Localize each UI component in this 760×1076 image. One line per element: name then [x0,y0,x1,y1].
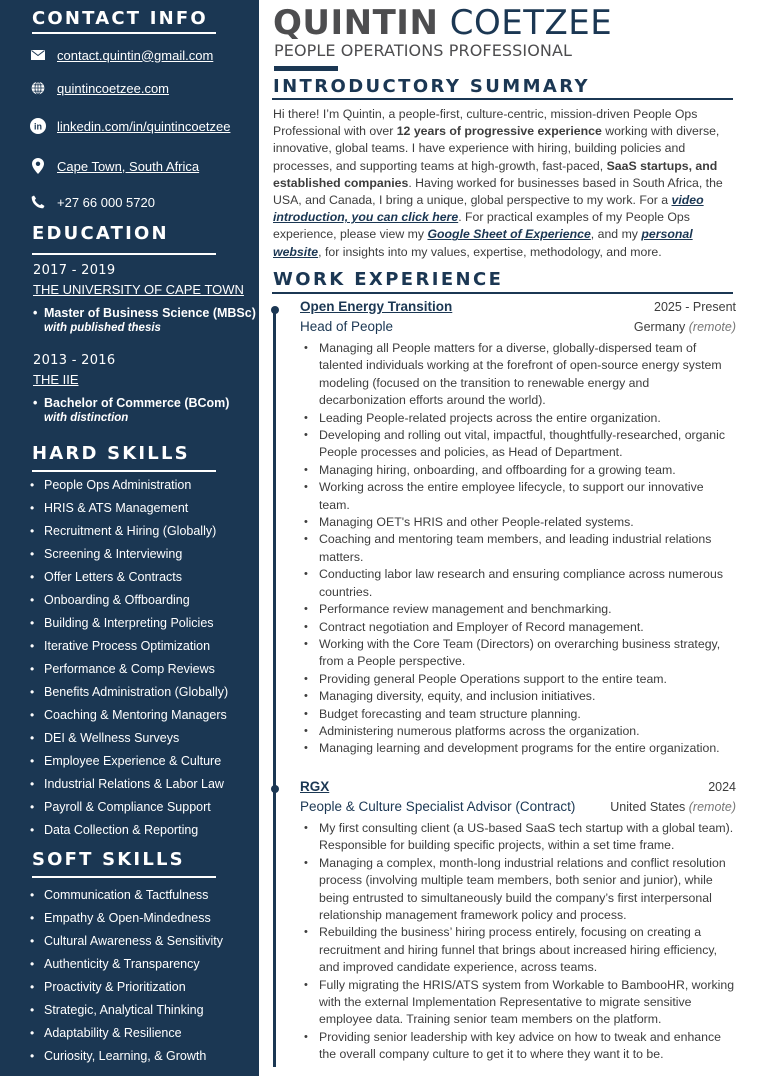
soft-skill-item: • Cultural Awareness & Sensitivity [30,934,223,957]
job-bullet: • Working across the entire employee lifecycle, to support our innovative team. [300,479,736,514]
work-experience-heading: WORK EXPERIENCE [273,269,504,290]
job-bullet: • Administering numerous platforms across the organization. [300,723,736,740]
contact-email[interactable] [30,45,213,65]
hard-skills-list [30,478,228,846]
job-dates: 2025 - Present [654,300,736,314]
candidate-name [273,4,612,42]
soft-skill-item: • Authenticity & Transparency [30,957,223,980]
hard-skill-item: • Building & Interpreting Policies [30,616,228,639]
linkedin-link[interactable]: linkedin.com/in/quintincoetzee [57,118,231,134]
summary-heading: INTRODUCTORY SUMMARY [273,76,590,97]
degree-name: • Bachelor of Commerce (BCom) [33,396,229,410]
phone-number[interactable]: +27 66 000 5720 [57,194,155,210]
personal-website-link[interactable]: personal website [273,227,693,259]
hard-skill-item: • Onboarding & Offboarding [30,593,228,616]
soft-skills-list [30,888,223,1072]
hard-skill-item: • Payroll & Compliance Support [30,800,228,823]
summary-segment: , for insights into my values, expertise, methodology, and more. [318,244,662,259]
job-title: PEOPLE OPERATIONS PROFESSIONAL [274,41,573,60]
summary-segment: working with diverse, innovative, global teams. I have experience with hiring, building policies and processes, and supporting teams at high-growth, fast-paced, [273,124,720,173]
job-bullet: • Managing diversity, equity, and inclusion initiatives. [300,688,736,705]
timeline-dot [271,306,279,314]
phone-icon [30,194,46,210]
summary-bold: SaaS startups, and established companies [273,158,718,190]
first-name: QUINTIN [273,3,439,43]
contact-website[interactable] [30,78,169,98]
last-name: COETZEE [449,3,613,43]
contact-info-heading: CONTACT INFO [32,8,208,29]
hard-skill-item: • Benefits Administration (Globally) [30,685,228,708]
company-name[interactable]: Open Energy Transition [300,299,453,314]
svg-text:in: in [34,121,42,132]
job-bullet: • Leading People-related projects across the entire organization. [300,410,736,427]
contact-linkedin[interactable] [30,116,230,136]
hard-skill-item: • Coaching & Mentoring Managers [30,708,228,731]
job-location-remote: (remote) [688,800,736,814]
hard-skill-item: • Performance & Comp Reviews [30,662,228,685]
hard-skill-item: • Recruitment & Hiring (Globally) [30,524,228,547]
summary-segment: , and my [590,227,642,242]
education-school[interactable]: THE IIE [33,372,79,387]
hard-skill-item: • Screening & Interviewing [30,547,228,570]
soft-skill-item: • Communication & Tactfulness [30,888,223,911]
hard-skills-rule [32,470,216,472]
hard-skill-item: • HRIS & ATS Management [30,501,228,524]
job-bullet: • Contract negotiation and Employer of Record management. [300,619,736,636]
job-bullet: • My first consulting client (a US-based SaaS tech startup with a global team). Responsible for building specific projects, within a set time frame. [300,820,736,855]
education-degree [33,306,256,334]
soft-skill-item: • Strategic, Analytical Thinking [30,1003,223,1026]
soft-skills-heading: SOFT SKILLS [32,849,185,870]
job-bullet: • Managing hiring, onboarding, and offboarding for a growing team. [300,462,736,479]
hard-skill-item: • People Ops Administration [30,478,228,501]
job-dates: 2024 [708,780,736,794]
job-bullet: • Budget forecasting and team structure planning. [300,706,736,723]
mail-icon [30,47,46,63]
education-years: 2013 - 2016 [33,353,116,368]
contact-info-rule [32,32,216,34]
timeline-line [273,310,276,1067]
education-degree [33,396,229,424]
timeline-dot [271,785,279,793]
job-role: Head of People [300,319,394,334]
job-bullet: • Coaching and mentoring team members, and leading industrial relations matters. [300,531,736,566]
company-name[interactable]: RGX [300,779,330,794]
hard-skill-item: • DEI & Wellness Surveys [30,731,228,754]
job-location-country: Germany [633,320,686,334]
globe-icon [30,80,46,96]
job-entry [300,299,736,758]
contact-phone[interactable] [30,192,155,212]
summary-text [273,106,739,261]
education-heading: EDUCATION [32,223,169,244]
job-bullet: • Providing senior leadership with key advice on how to tweak and enhance the overall company culture to get it to where they want it to be. [300,1029,736,1064]
degree-note: with published thesis [44,322,161,334]
soft-skill-item: • Empathy & Open-Mindedness [30,911,223,934]
education-school[interactable]: THE UNIVERSITY OF CAPE TOWN [33,282,244,297]
hard-skill-item: • Offer Letters & Contracts [30,570,228,593]
job-bullet: • Providing general People Operations support to the entire team. [300,671,736,688]
job-bullet: • Developing and rolling out vital, impactful, thoughtfully-researched, organic People processes and policies, as Head of Department. [300,427,736,462]
linkedin-icon [30,118,46,134]
job-bullet: • Rebuilding the business’ hiring process entirely, focusing on creating a recruitment and hiring funnel that brings about increased hiring efficiency, and improved candidate experience, across teams. [300,924,736,976]
location-pin-icon [30,158,46,174]
hard-skill-item: • Employee Experience & Culture [30,754,228,777]
job-bullet: • Performance review management and benchmarking. [300,601,736,618]
sidebar [0,0,259,1076]
summary-segment: . Having worked for businesses based in South Africa, the USA, and Canada, I bring a unique, global perspective to my work. For a [273,175,723,208]
hard-skill-item: • Industrial Relations & Labor Law [30,777,228,800]
hard-skill-item: • Data Collection & Reporting [30,823,228,846]
job-location [610,800,736,814]
education-years: 2017 - 2019 [33,263,116,278]
education-rule [32,253,216,255]
job-bullet: • Managing OET's HRIS and other People-related systems. [300,514,736,531]
job-bullet: • Working with the Core Team (Directors) on overarching business strategy, from a People perspective. [300,636,736,671]
job-bullets [300,340,736,758]
job-bullet: • Managing a complex, month-long industrial relations and conflict resolution process (involving multiple team members, both senior and junior), while being entrusted to simultaneously build the company’s first interpersonal relationship management framework policy and process. [300,855,736,925]
video-introduction-link[interactable]: video introduction, you can click here [273,193,704,225]
work-experience-rule [272,292,733,294]
degree-note: with distinction [44,412,129,424]
job-bullet: • Fully migrating the HRIS/ATS system from Workable to BambooHR, working with the external Implementation Representative to migrate sensitive employee data. Training senior team members on the platform. [300,977,736,1029]
job-location-remote: (remote) [688,320,736,334]
soft-skills-rule [32,876,216,878]
soft-skill-item: • Proactivity & Prioritization [30,980,223,1003]
summary-segment: . For practical examples of my People Ops experience, please view my [273,210,690,242]
soft-skill-item: • Adaptability & Resilience [30,1026,223,1049]
job-location-country: United States [610,800,686,814]
website-link[interactable]: quintincoetzee.com [57,80,170,96]
degree-name: • Master of Business Science (MBSc) [33,306,256,320]
summary-rule [272,98,733,100]
job-location [634,320,736,334]
hard-skills-heading: HARD SKILLS [32,443,190,464]
hard-skill-item: • Iterative Process Optimization [30,639,228,662]
summary-bold: 12 years of progressive experience [396,124,602,139]
email-link[interactable]: contact.quintin@gmail.com [57,47,214,63]
job-role: People & Culture Specialist Advisor (Contract) [300,799,576,814]
summary-segment: Hi there! I’m Quintin, a people-first, culture-centric, mission-driven People Ops Professional with over [273,107,698,139]
location-link[interactable]: Cape Town, South Africa [57,158,200,174]
job-bullet: • Conducting labor law research and ensuring compliance across numerous countries. [300,566,736,601]
google-sheet-link[interactable]: Google Sheet of Experience [427,227,591,242]
header-accent-bar [274,66,338,71]
contact-location[interactable] [30,156,199,176]
job-bullet: • Managing all People matters for a diverse, globally-dispersed team of talented individuals working at the forefront of open-source energy system modeling (focused on the transition to renewable energy and decarbonization efforts around the world). [300,340,736,410]
job-bullet: • Managing learning and development programs for the entire organization. [300,740,736,757]
job-entry [300,779,736,1064]
soft-skill-item: • Curiosity, Learning, & Growth [30,1049,223,1072]
job-bullets [300,820,736,1064]
